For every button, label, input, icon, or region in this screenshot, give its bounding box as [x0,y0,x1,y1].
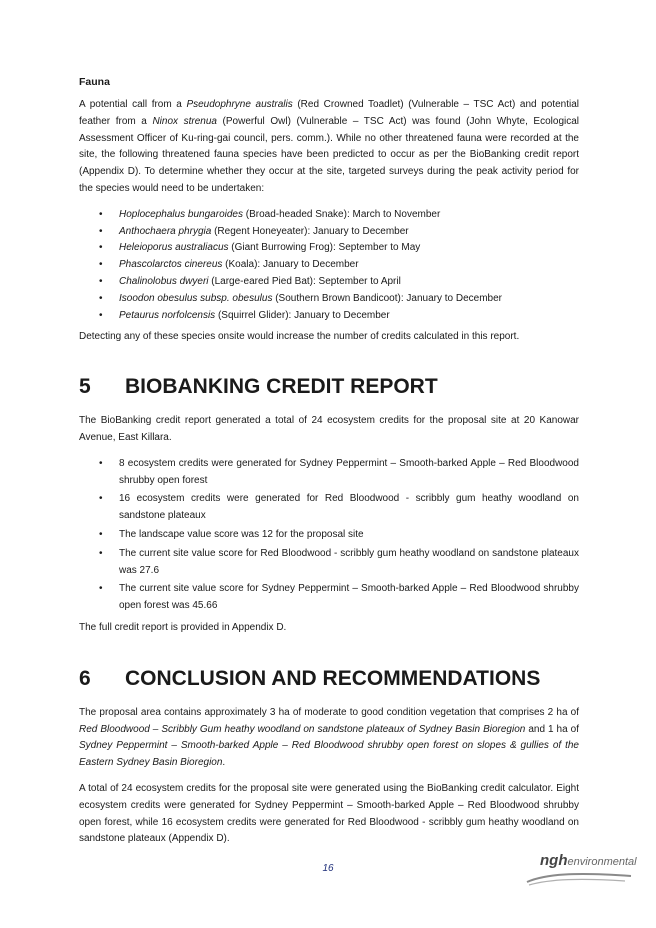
text-run: (Red Crowned Toadlet) (Vulnerable – TSC Act) and potential feather from a [79,99,580,127]
species-detail: (Large-eared Pied Bat): September to April [208,275,401,287]
conclusion-paragraph-2: A total of 24 ecosystem credits for the proposal site were generated using the BioBanking credit calculator. Eight ecosystem credits were generated for Sydney Peppermint – Smooth-barked Apple – Red Bloodwood shrubby open forest, while 16 ecosystem credits were generated for Red Bloodwood - scribbly gum heathy woodland on sandstone plateaux (Appendix D). [79,782,579,845]
credit-list-item [79,491,579,525]
credit-list-item [79,527,579,544]
text-run: and 1 ha of [525,723,580,735]
italic-text-run: Red Bloodwood – Scribbly Gum heathy woodland on sandstone plateaux of Sydney Basin Bioregion [79,723,526,735]
credit-item-text: 8 ecosystem credits were generated for Sydney Peppermint – Smooth-barked Apple – Red Bloodwood shrubby open forest [119,457,579,486]
credit-list-item [79,546,579,580]
ngh-environmental-logo [525,852,637,888]
species-detail: (Giant Burrowing Frog): September to May [228,242,421,254]
page-number: 16 [322,863,334,874]
section-6-heading [79,666,579,692]
conclusion-paragraph-1 [79,705,579,772]
species-scientific-name: Anthochaera phrygia [119,225,212,237]
text-run: A potential call from a [79,99,187,110]
bullet-icon: • [99,225,103,237]
species-item [79,224,579,241]
bullet-icon: • [99,309,103,321]
species-detail: (Southern Brown Bandicoot): January to December [272,292,503,304]
species-detail: (Squirrel Glider): January to December [215,309,390,321]
species-scientific-name: Hoplocephalus bungaroides [119,208,243,220]
bullet-icon: • [99,528,103,540]
credit-bullet-list [79,456,579,615]
bullet-icon: • [99,493,103,505]
section-title: CONCLUSION AND RECOMMENDATIONS [125,666,541,690]
bullet-icon: • [99,208,103,220]
bullet-icon: • [99,292,103,304]
species-scientific-name: Petaurus norfolcensis [119,309,216,321]
section-5-closing: The full credit report is provided in Appendix D. [79,621,287,633]
bullet-icon: • [99,547,103,559]
bullet-icon: • [99,275,103,287]
text-run: The proposal area contains approximately 3 ha of moderate to good condition vegetation that comprises 2 ha of [79,706,579,718]
document-page [79,76,579,848]
species-item [79,240,579,257]
italic-text-run: Ninox strenua [152,115,217,127]
credit-item-text: 16 ecosystem credits were generated for Red Bloodwood - scribbly gum heathy woodland on sandstone plateaux [119,493,579,522]
species-item [79,274,579,291]
logo-text [540,852,637,870]
logo-bold-text: ngh [540,852,568,869]
species-detail: (Koala): January to December [222,259,359,271]
credit-item-text: The current site value score for Red Bloodwood - scribbly gum heathy woodland on sandstone plateaux was 27.6 [119,547,579,576]
fauna-intro-paragraph [79,97,579,198]
species-scientific-name: Heleioporus australiacus [119,242,229,254]
credit-list-item [79,456,579,490]
credit-item-text: The landscape value score was 12 for the proposal site [119,528,364,540]
species-detail: (Regent Honeyeater): January to December [211,225,409,237]
species-detail: (Broad-headed Snake): March to November [242,208,441,220]
section-5-heading [79,374,579,400]
italic-text-run: Pseudophryne australis [186,99,293,110]
bullet-icon: • [99,583,103,595]
bullet-icon: • [99,242,103,254]
section-number: 6 [79,666,91,690]
species-scientific-name: Isoodon obesulus subsp. obesulus [119,292,273,304]
credit-list-item [79,581,579,615]
fauna-heading: Fauna [79,76,110,88]
species-item [79,308,579,325]
section-5-intro: The BioBanking credit report generated a total of 24 ecosystem credits for the proposal site at 20 Kanowar Avenue, East Killara. [79,415,579,443]
bullet-icon: • [99,259,103,271]
species-scientific-name: Phascolarctos cinereus [119,259,223,271]
species-scientific-name: Chalinolobus dwyeri [119,275,209,287]
section-title: BIOBANKING CREDIT REPORT [125,375,438,399]
logo-rest-text: environmental [567,856,637,868]
species-item [79,291,579,308]
text-run: . [222,757,226,769]
species-item [79,257,579,274]
section-number: 5 [79,375,91,399]
species-list [79,207,579,325]
credit-item-text: The current site value score for Sydney Peppermint – Smooth-barked Apple – Red Bloodwood shrubby open forest was 45.66 [119,583,579,612]
bullet-icon: • [99,457,103,469]
fauna-closing-paragraph: Detecting any of these species onsite would increase the number of credits calculated in this report. [79,331,520,343]
italic-text-run: Sydney Peppermint – Smooth-barked Apple – Red Bloodwood shrubby open forest on slopes & gullies of the Eastern Sydney Basin Bioregion [79,740,579,769]
species-item [79,207,579,224]
text-run: (Powerful Owl) (Vulnerable – TSC Act) was found (John Whyte, Ecological Assessment Officer of Ku-ring-gai council, pers. comm.). While no other threatened fauna were recorded at the site, the following threatened fauna species have been predicted to occur as per the BioBanking credit report (Appendix D). To determine whether they occur at the site, targeted surveys during the peak activity period for the species would need to be undertaken: [79,115,580,194]
